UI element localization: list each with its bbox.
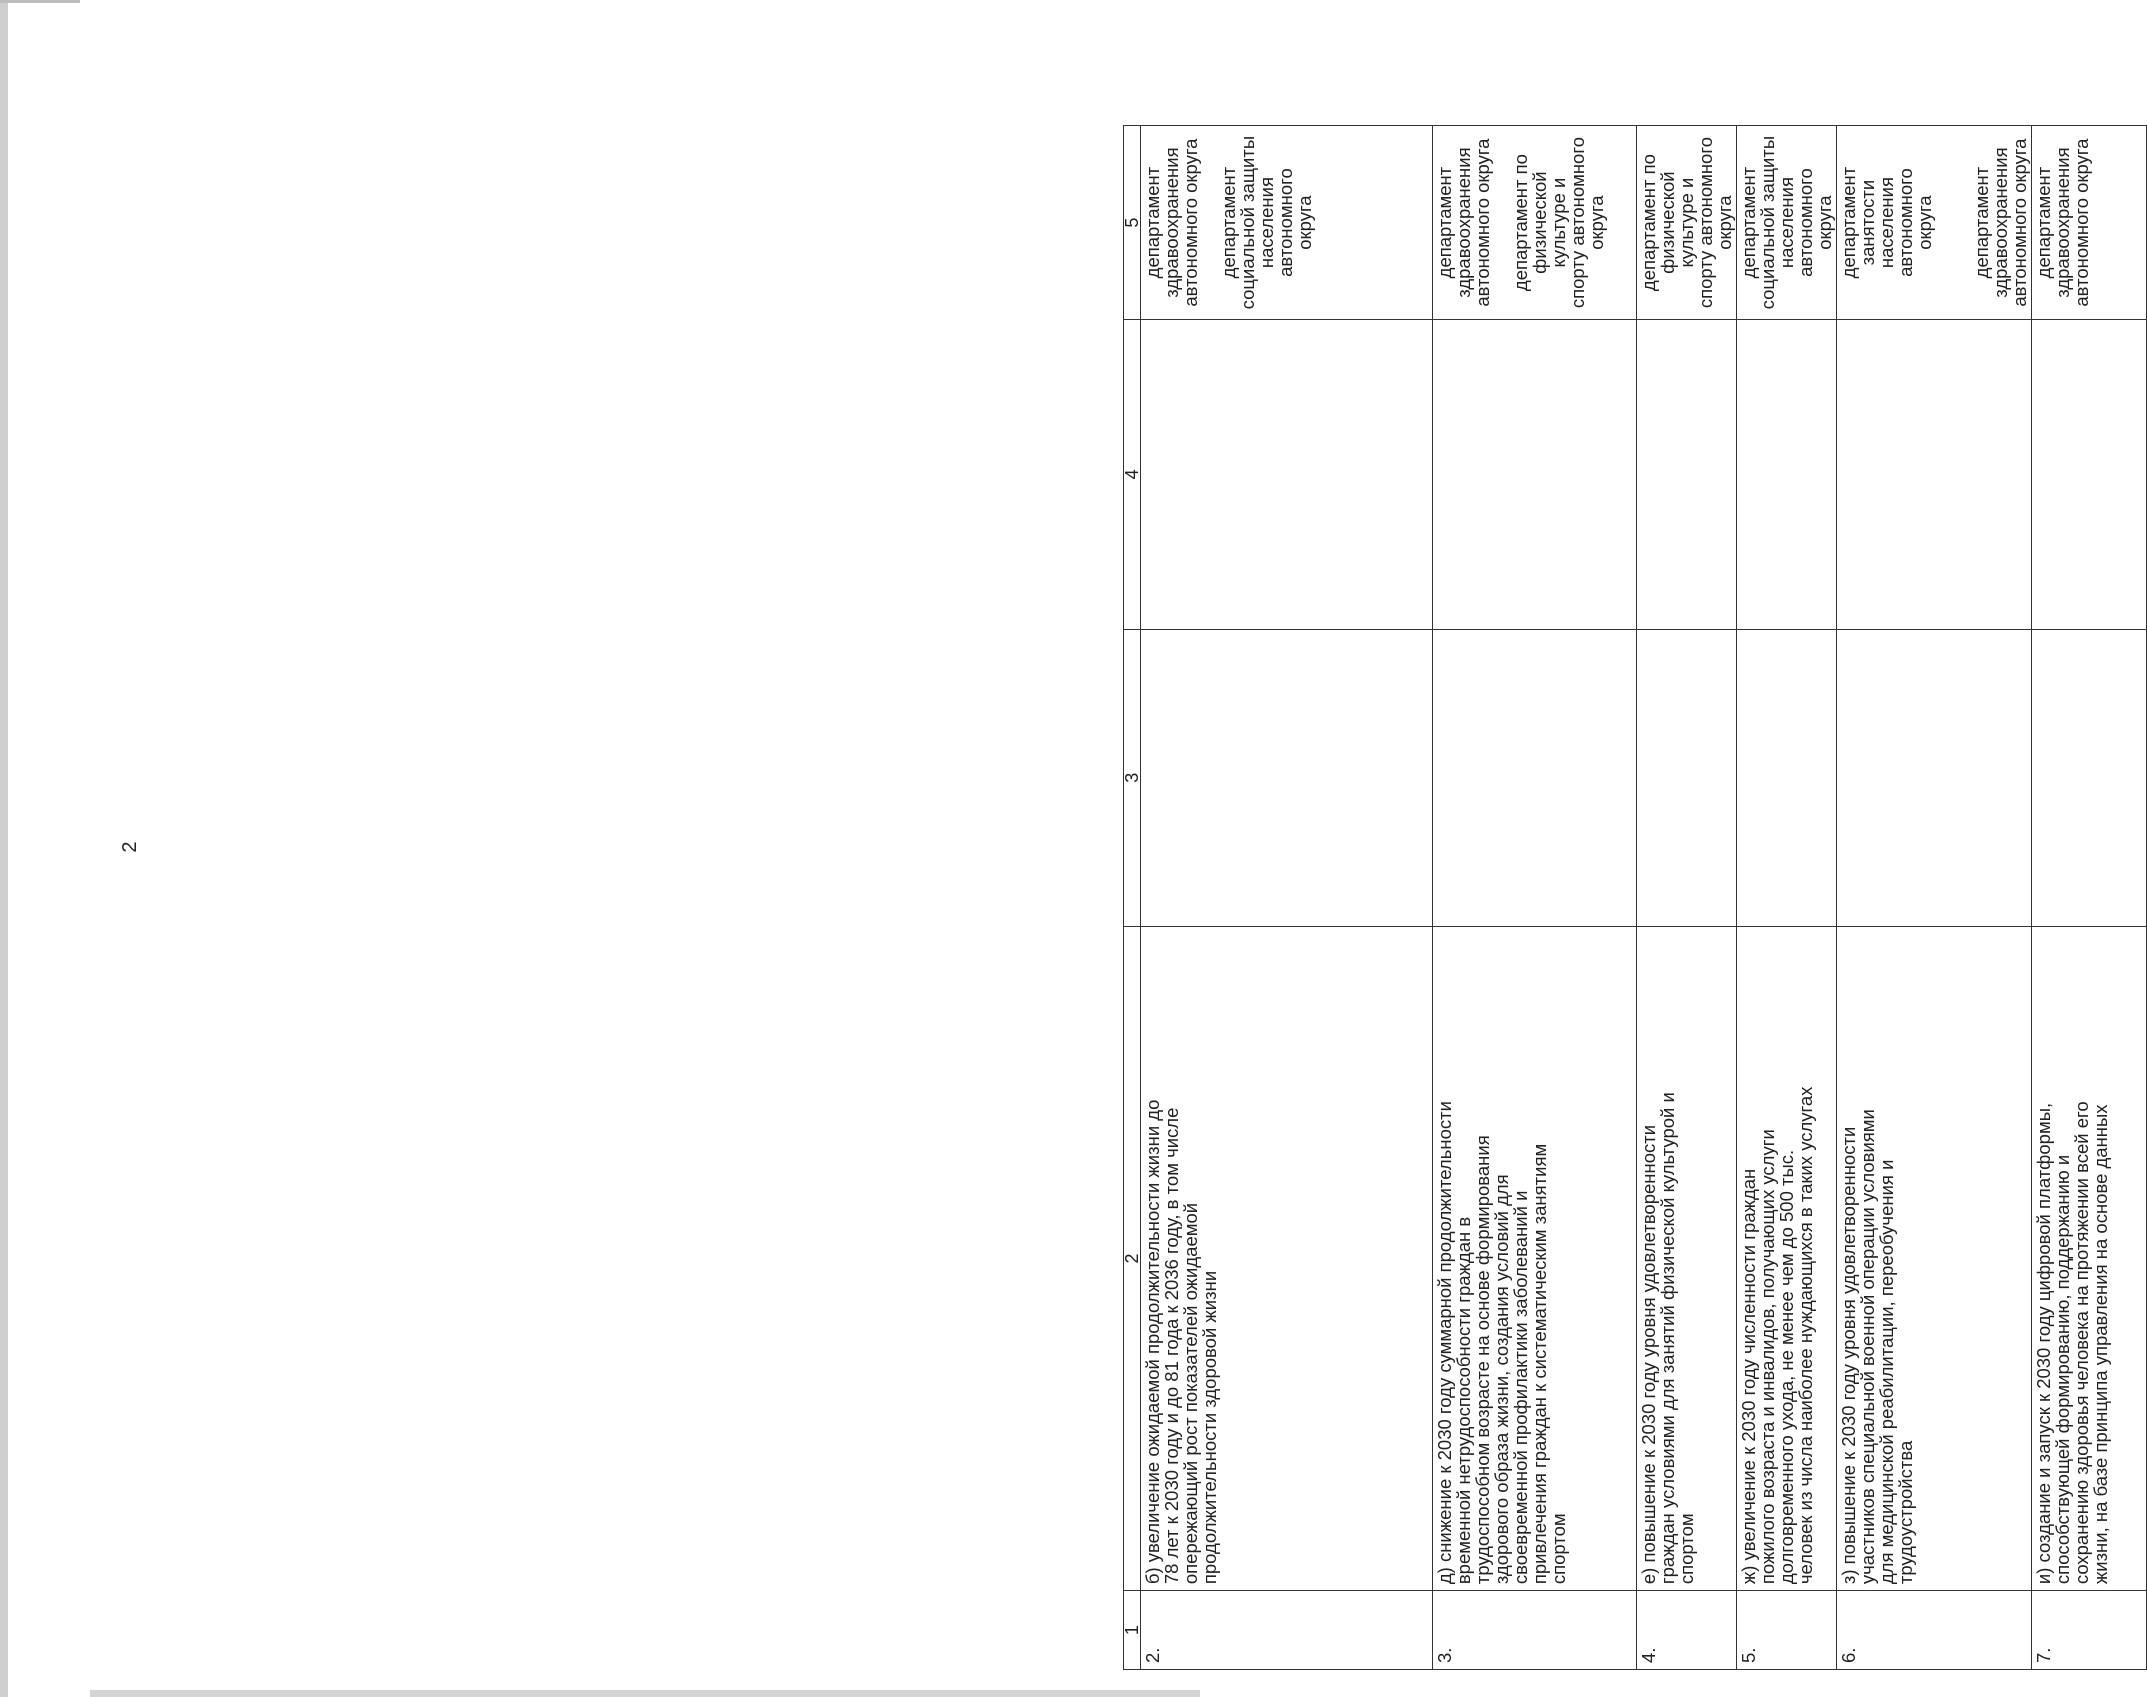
- table-row: [1433, 126, 1637, 1670]
- empty-cell: [1637, 320, 1737, 629]
- task-text: б) увеличение ожидаемой продолжительности жизни до 78 лет к 2030 году и до 81 года к 2036 году, в том числе опережающий рост показателей ожидаемой продолжительности здоровой жизни: [1141, 926, 1433, 1590]
- scan-edge-top: [0, 0, 80, 3]
- table-row: [1141, 126, 1433, 1670]
- empty-cell: [1141, 629, 1433, 926]
- column-number: 5: [1124, 126, 1141, 320]
- row-number: 5.: [1737, 1591, 1837, 1670]
- column-number: 2: [1124, 926, 1141, 1590]
- responsible-agencies: департамент занятости населения автономного округа департамент здравоохранения автономного округа: [1837, 126, 2032, 320]
- responsible-agencies: департамент здравоохранения автономного округа: [2032, 126, 2147, 320]
- column-number: 3: [1124, 629, 1141, 926]
- responsible-agencies: департамент социальной защиты населения автономного округа: [1737, 126, 1837, 320]
- responsible-agencies: департамент здравоохранения автономного округа департамент по физической культуре и спорту автономного округа: [1433, 126, 1637, 320]
- page-number: 2: [119, 841, 141, 853]
- empty-cell: [1837, 320, 2032, 629]
- empty-cell: [1141, 320, 1433, 629]
- row-number: 2.: [1141, 1591, 1433, 1670]
- empty-cell: [1837, 629, 2032, 926]
- table-row: [2032, 126, 2147, 1670]
- measures-table: [1123, 125, 2147, 1670]
- table-row: [1837, 126, 2032, 1670]
- responsible-agencies: департамент по физической культуре и спорту автономного округа: [1637, 126, 1737, 320]
- table-row: [1737, 126, 1837, 1670]
- task-text: и) создание и запуск к 2030 году цифровой платформы, способствующей формированию, поддержанию и сохранению здоровья человека на протяжении всей его жизни, на базе принципа управления на основе данных: [2032, 926, 2147, 1590]
- column-number: 4: [1124, 320, 1141, 629]
- column-number: 1: [1124, 1591, 1141, 1670]
- responsible-agencies: департамент здравоохранения автономного округа департамент социальной защиты населения автономного округа: [1141, 126, 1433, 320]
- task-text: ж) увеличение к 2030 году численности граждан пожилого возраста и инвалидов, получающих услуги долговременного ухода, не менее чем до 500 тыс. человек из числа наиболее нуждающихся в таких услугах: [1737, 926, 1837, 1590]
- empty-cell: [1433, 320, 1637, 629]
- task-text: з) повышение к 2030 году уровня удовлетворенности участников специальной военной операции условиями для медицинской реабилитации, переобучения и трудоустройства: [1837, 926, 2032, 1590]
- empty-cell: [1737, 629, 1837, 926]
- empty-cell: [2032, 629, 2147, 926]
- row-number: 4.: [1637, 1591, 1737, 1670]
- scan-edge-bottom: [90, 1690, 1200, 1697]
- scan-edge-left: [0, 0, 8, 1697]
- empty-cell: [1433, 629, 1637, 926]
- empty-cell: [2032, 320, 2147, 629]
- task-text: е) повышение к 2030 году уровня удовлетворенности граждан условиями для занятий физической культурой и спортом: [1637, 926, 1737, 1590]
- column-number-row: [1124, 126, 1141, 1670]
- row-number: 6.: [1837, 1591, 2032, 1670]
- table-row: [1637, 126, 1737, 1670]
- row-number: 7.: [2032, 1591, 2147, 1670]
- empty-cell: [1737, 320, 1837, 629]
- task-text: д) снижение к 2030 году суммарной продолжительности временной нетрудоспособности граждан в трудоспособном возрасте на основе формирования здорового образа жизни, создания условий для своевременной профилактики заболеваний и привлечения граждан к систематическим занятиям спортом: [1433, 926, 1637, 1590]
- row-number: 3.: [1433, 1591, 1637, 1670]
- empty-cell: [1637, 629, 1737, 926]
